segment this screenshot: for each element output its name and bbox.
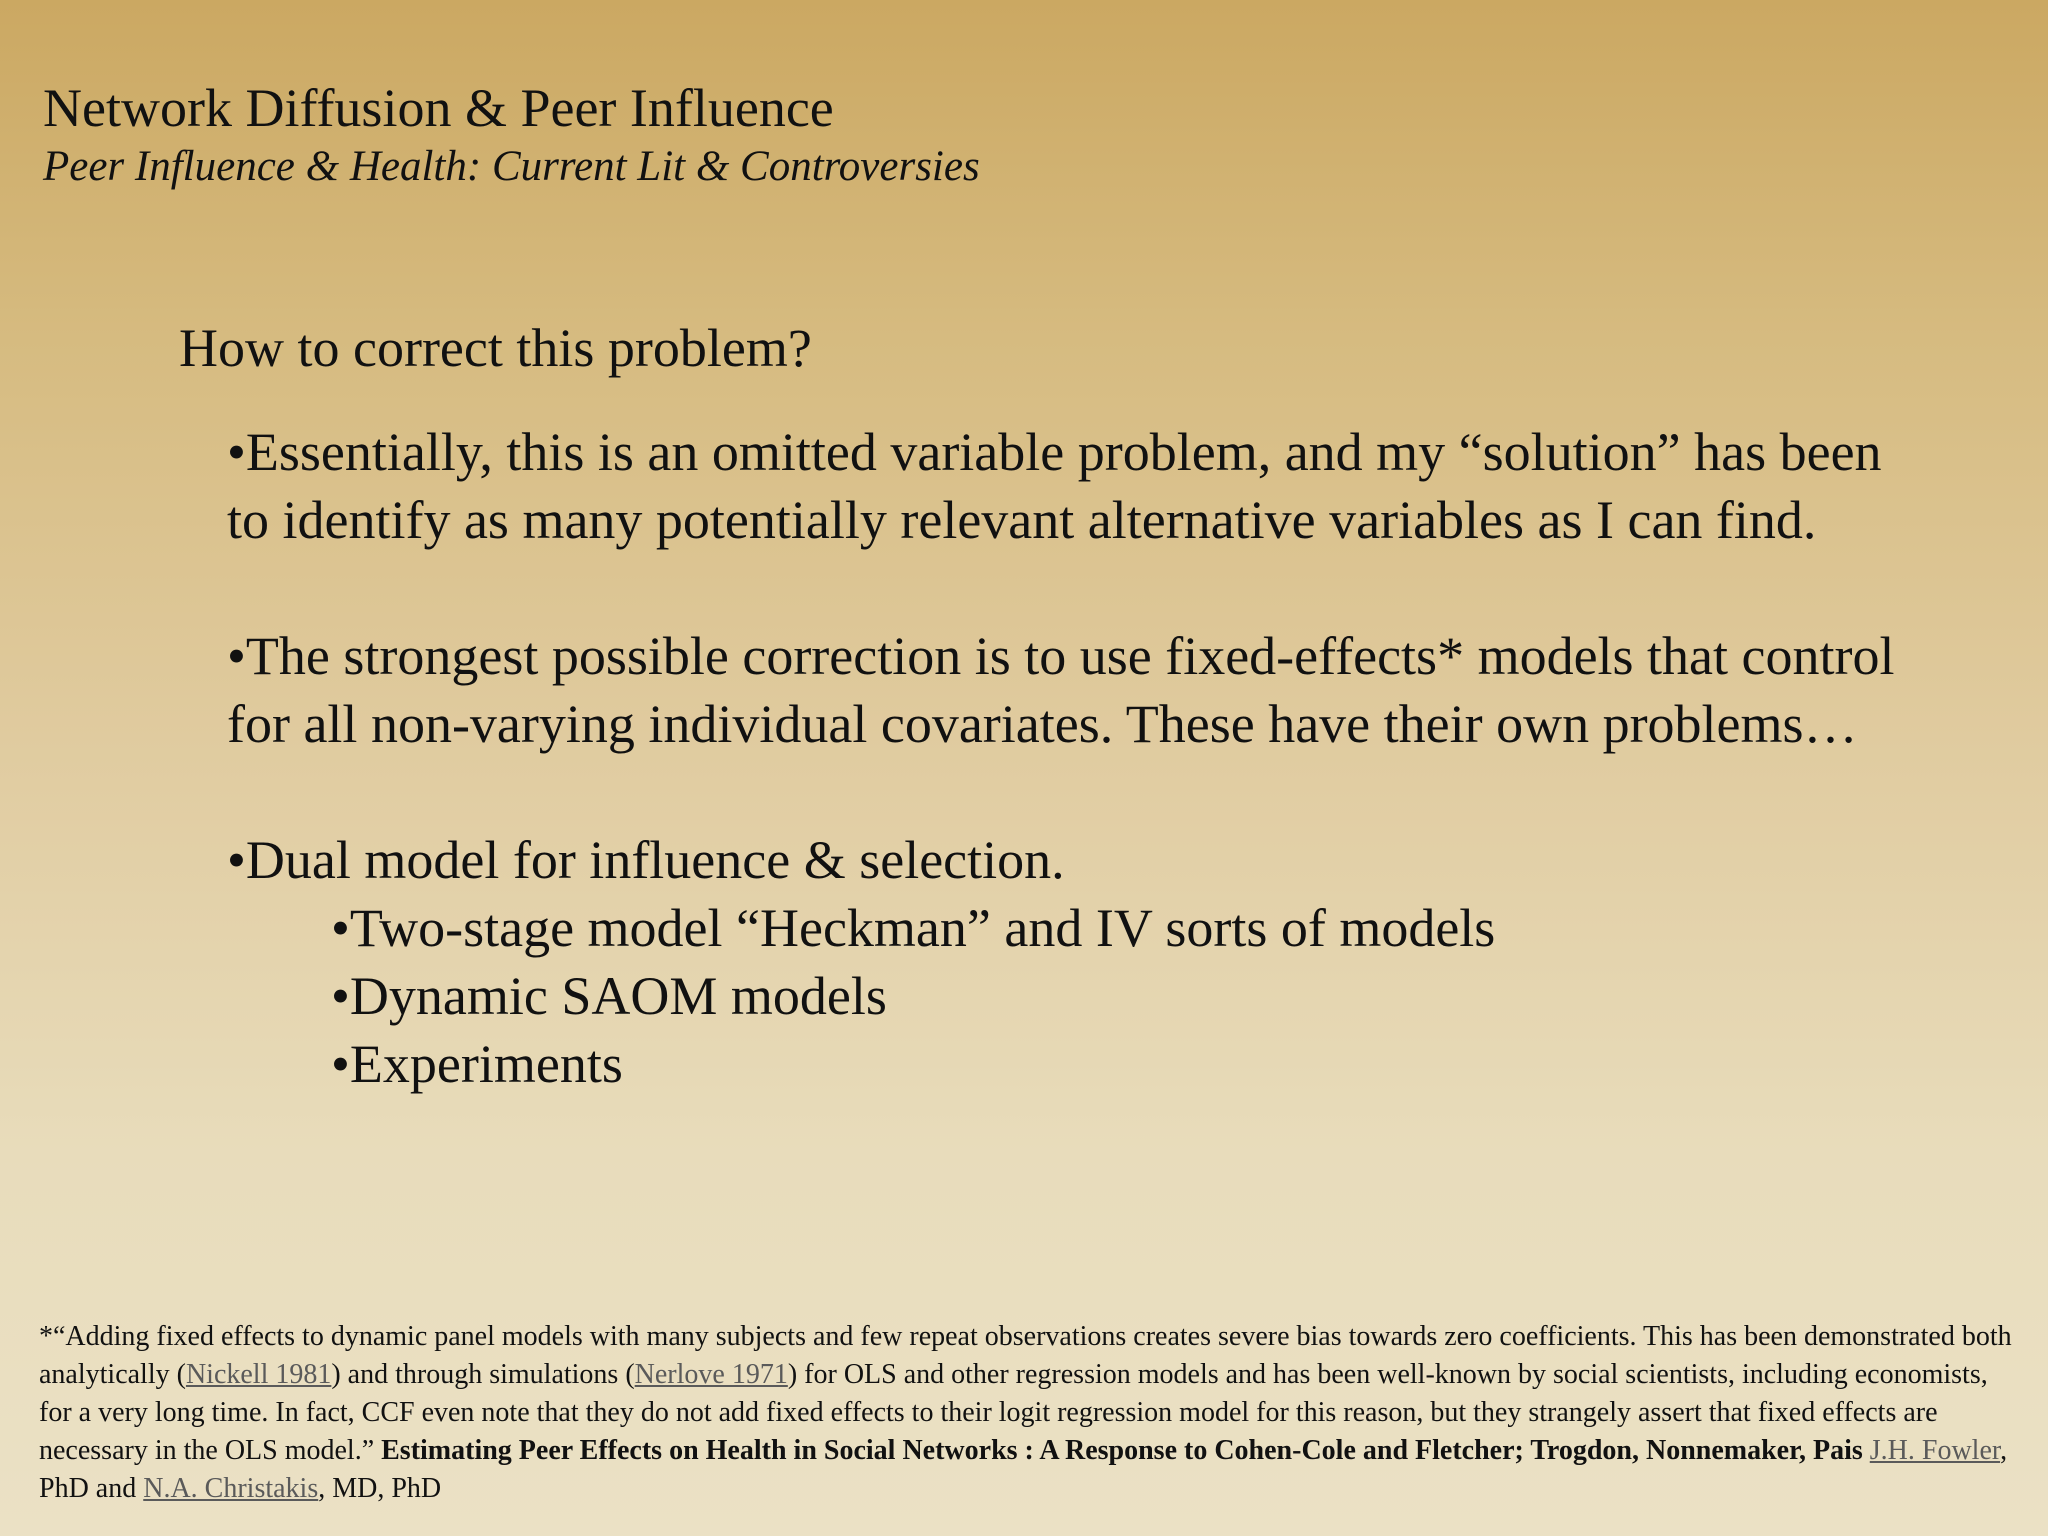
nickell-link[interactable]: Nickell 1981 bbox=[185, 1359, 332, 1390]
fowler-link[interactable]: J.H. Fowler bbox=[1869, 1435, 2001, 1466]
bullet-list bbox=[227, 418, 1927, 1098]
section-heading: How to correct this problem? bbox=[179, 318, 812, 378]
footnote-text: ) for OLS and other regression models and has been well-known by social scientists, including economists, for a very long time. In fact, CCF even note that they do not add fixed effects to their logit regression model for this reason, but they strangely assert that fixed effects are necessary in the OLS model.” bbox=[39, 1359, 1988, 1466]
bullet-dual-model: •Dual model for influence & selection. bbox=[227, 830, 1065, 890]
footnote-text: , PhD and bbox=[39, 1435, 2008, 1504]
nerlove-link[interactable]: Nerlove 1971 bbox=[634, 1359, 788, 1390]
footnote-text bbox=[1863, 1435, 1870, 1466]
bullet-omitted-variable: •Essentially, this is an omitted variable problem, and my “solution” has been to identify as many potentially relevant alternative variables as I can find. bbox=[227, 422, 1882, 550]
slide-subtitle: Peer Influence & Health: Current Lit & Controversies bbox=[43, 143, 980, 190]
christakis-link[interactable]: N.A. Christakis bbox=[143, 1473, 319, 1504]
sub-bullet-list bbox=[227, 894, 1927, 1098]
citation-title: Estimating Peer Effects on Health in Social Networks : A Response to Cohen-Cole and Fletcher; Trogdon, Nonnemaker, Pais bbox=[381, 1435, 1863, 1466]
sub-bullet-two-stage: •Two-stage model “Heckman” and IV sorts of models bbox=[331, 898, 1496, 958]
footnote bbox=[39, 1318, 2014, 1508]
footnote-text: *“Adding fixed effects to dynamic panel models with many subjects and few repeat observations creates severe bias towards zero coefficients. This has been demonstrated both analytically ( bbox=[39, 1321, 2012, 1390]
slide-title: Network Diffusion & Peer Influence bbox=[43, 78, 834, 138]
bullet-dual-model-group bbox=[227, 826, 1927, 1098]
footnote-text: ) and through simulations ( bbox=[331, 1359, 635, 1390]
sub-bullet-experiments: •Experiments bbox=[331, 1034, 623, 1094]
bullet-fixed-effects: •The strongest possible correction is to use fixed-effects* models that control for all non-varying individual covariates. These have their own problems… bbox=[227, 626, 1895, 754]
sub-bullet-saom: •Dynamic SAOM models bbox=[331, 966, 887, 1026]
footnote-text: , MD, PhD bbox=[318, 1473, 442, 1504]
